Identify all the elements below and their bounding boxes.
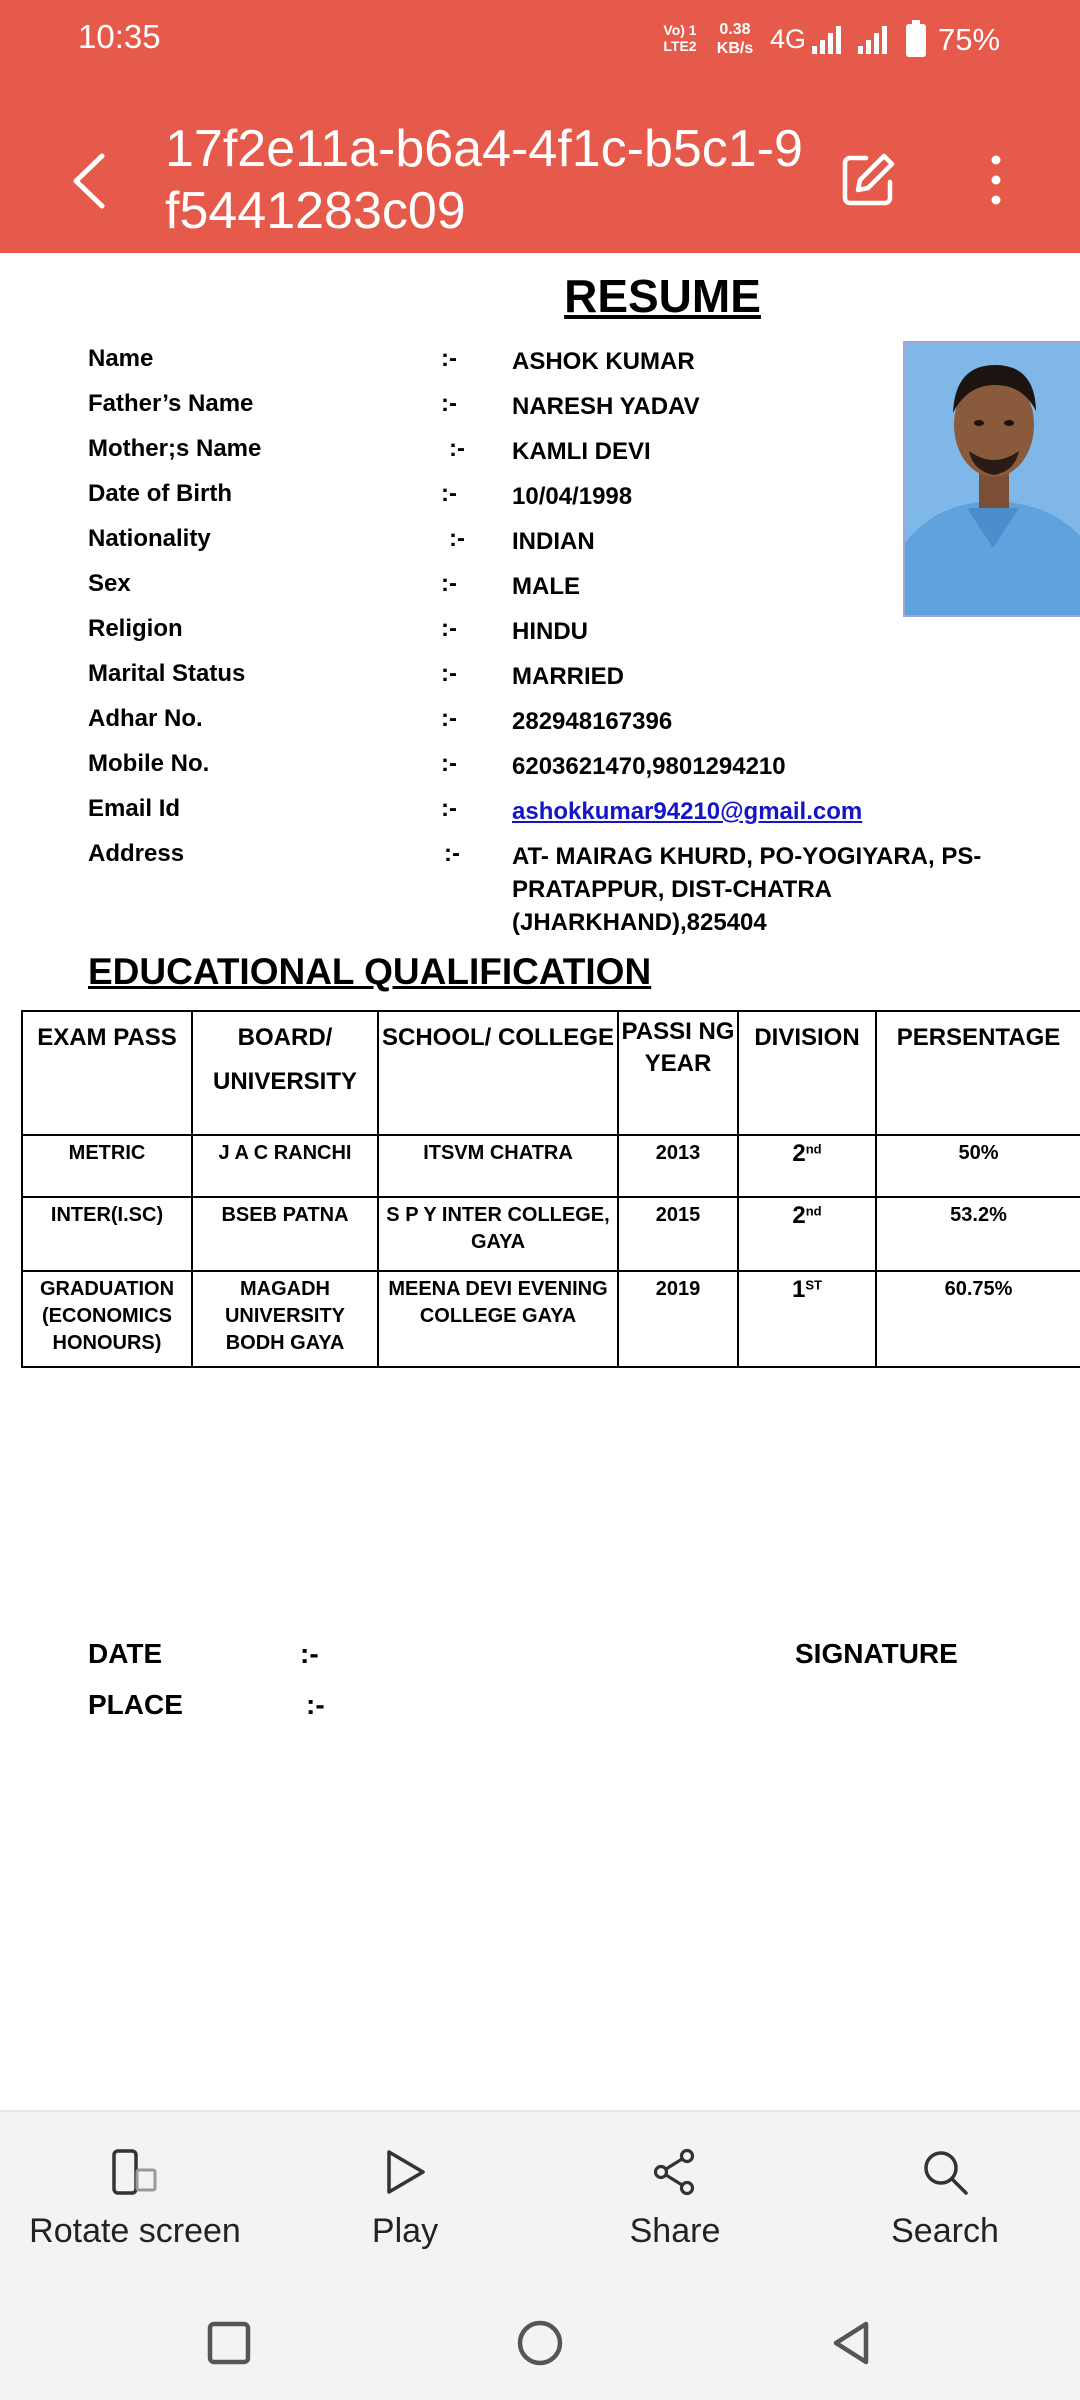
table-header: PERSENTAGE [876,1011,1080,1135]
network-type: 4G [770,24,807,54]
info-separator: :- [441,795,457,822]
table-cell: BSEB PATNA [192,1197,378,1271]
play-icon [381,2148,429,2196]
info-value: KAMLI DEVI [512,438,651,465]
resume-document [0,253,1080,1806]
table-header: EXAM PASS [22,1011,192,1135]
email-link[interactable]: ashokkumar94210@gmail.com [512,798,863,825]
table-header: SCHOOL/ COLLEGE [378,1011,618,1135]
search-icon [921,2148,969,2196]
info-label: Nationality [88,525,211,552]
rotate-screen-icon [111,2148,159,2196]
app-header [0,0,1080,253]
info-separator: :- [441,390,457,417]
info-row-religion [0,615,1080,659]
info-label: Father’s Name [88,390,254,417]
table-cell: S P Y INTER COLLEGE, GAYA [378,1197,618,1271]
table-cell: MEENA DEVI EVENING COLLEGE GAYA [378,1271,618,1367]
info-value: HINDU [512,618,588,645]
table-cell: 2015 [618,1197,738,1271]
info-row-address [0,840,1080,950]
more-vert-icon[interactable] [976,150,1016,210]
resume-title: RESUME [564,270,761,322]
table-header: DIVISION [738,1011,876,1135]
search-button[interactable]: Search [810,2112,1080,2284]
education-table [21,1010,1080,1368]
date-label: DATE [88,1638,163,1669]
status-icons [660,14,1080,64]
info-separator: :- [449,435,465,462]
info-row-marital [0,660,1080,704]
info-value: INDIAN [512,528,595,555]
place-separator: :- [306,1689,325,1720]
place-label: PLACE [88,1689,183,1720]
table-cell: GRADUATION (ECONOMICS HONOURS) [22,1271,192,1367]
document-title: 17f2e11a-b6a4-4f1c-b5c1-9f5441283c09 [165,120,803,240]
info-value: MALE [512,573,580,600]
table-cell: METRIC [22,1135,192,1197]
table-cell: J A C RANCHI [192,1135,378,1197]
edit-icon[interactable] [840,152,896,208]
education-title: EDUCATIONAL QUALIFICATION [88,951,652,992]
recent-apps-icon[interactable] [204,2318,254,2368]
info-separator: :- [449,525,465,552]
info-label: Date of Birth [88,480,232,507]
info-separator: :- [441,570,457,597]
table-cell: MAGADH UNIVERSITY BODH GAYA [192,1271,378,1367]
table-cell: 2nd [738,1135,876,1197]
info-label: Mobile No. [88,750,210,777]
info-label: Name [88,345,154,372]
info-value: 6203621470,9801294210 [512,753,786,780]
info-label: Marital Status [88,660,246,687]
info-value: AT- MAIRAG KHURD, PO-YOGIYARA, PS-PRATAPPUR, DIST-CHATRA (JHARKHAND),825404 [512,843,982,936]
play-button[interactable]: Play [270,2112,540,2284]
info-value: MARRIED [512,663,624,690]
table-cell: ITSVM CHATRA [378,1135,618,1197]
nav-back-icon[interactable] [826,2318,876,2368]
info-row-mobile [0,750,1080,794]
info-separator: :- [441,480,457,507]
home-icon[interactable] [515,2318,565,2368]
profile-photo [903,341,1080,617]
network-speed: 0.38 KB/s [716,21,754,57]
info-row-email [0,795,1080,839]
status-time: 10:35 [78,18,161,55]
table-cell: 2019 [618,1271,738,1367]
info-separator: :- [444,840,460,867]
table-cell: 1ST [738,1271,876,1367]
share-icon [651,2148,699,2196]
info-separator: :- [441,345,457,372]
signal-icon [810,24,844,54]
info-label: Email Id [88,795,181,822]
table-header-row [22,1011,1080,1135]
table-row [22,1135,1080,1197]
table-cell: INTER(I.SC) [22,1197,192,1271]
table-cell: 50% [876,1135,1080,1197]
info-separator: :- [441,750,457,777]
table-header: PASSI NG YEAR [618,1011,738,1135]
info-label: Religion [88,615,183,642]
signal-icon [856,24,890,54]
info-separator: :- [441,660,457,687]
signature-label: SIGNATURE [795,1638,958,1669]
share-button[interactable]: Share [540,2112,810,2284]
info-separator: :- [441,615,457,642]
info-value: 10/04/1998 [512,483,633,510]
info-label: Adhar No. [88,705,203,732]
info-label: Address [88,840,185,867]
table-cell: 2013 [618,1135,738,1197]
rotate-screen-button[interactable]: Rotate screen [0,2112,270,2284]
volte-indicator: Vo) 1 LTE2 [663,22,697,54]
info-value: NARESH YADAV [512,393,700,420]
date-separator: :- [300,1638,319,1669]
table-cell: 60.75% [876,1271,1080,1367]
info-value: ASHOK KUMAR [512,348,695,375]
person-photo-illustration [905,343,1080,615]
battery-percentage: 75% [938,22,1001,57]
info-label: Sex [88,570,131,597]
system-nav-bar [0,2282,1080,2400]
battery-icon [905,20,927,58]
info-row-adhar [0,705,1080,749]
back-arrow-icon[interactable] [66,150,112,212]
table-cell: 2nd [738,1197,876,1271]
table-row [22,1197,1080,1271]
table-row [22,1271,1080,1367]
table-header: BOARD/ UNIVERSITY [192,1011,378,1135]
table-cell: 53.2% [876,1197,1080,1271]
info-separator: :- [441,705,457,732]
bottom-toolbar [0,2110,1080,2284]
info-value: 282948167396 [512,708,673,735]
info-label: Mother;s Name [88,435,262,462]
